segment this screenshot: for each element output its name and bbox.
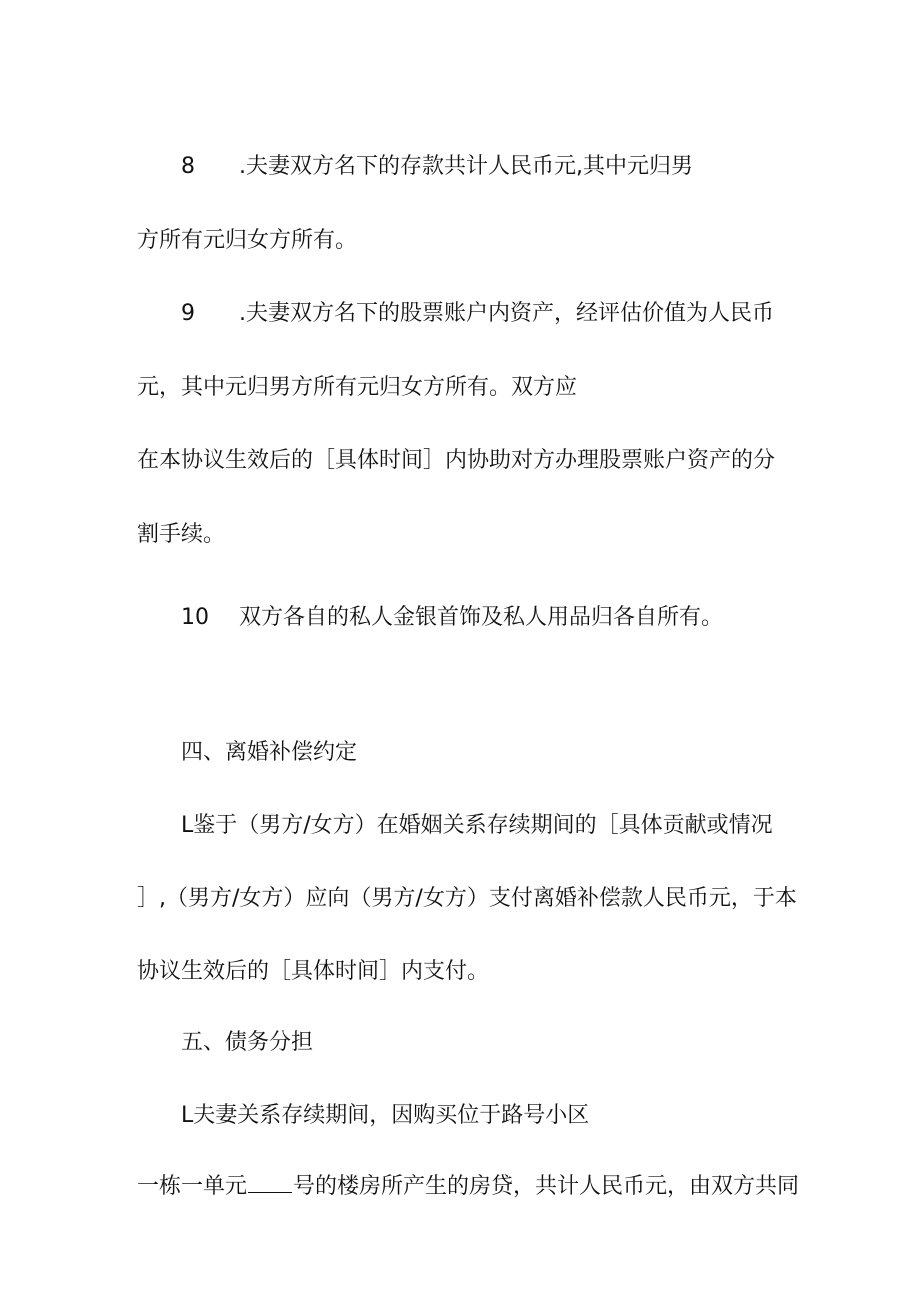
section-5-heading: 五、债务分担: [181, 1030, 314, 1055]
item-9: [181, 299, 774, 329]
text-segment: 号的楼房所产生的房贷，共计人民币元，由双方共同: [293, 1174, 800, 1199]
item-number: 10: [181, 605, 209, 630]
item-text: 双方各自的私人金银首饰及私人用品归各自所有。: [239, 605, 724, 630]
section-4-paragraph-line-3: 协议生效后的［具体时间］内支付。: [137, 959, 490, 984]
section-4-heading: 四、离婚补偿约定: [181, 740, 358, 765]
fill-in-blank: [248, 1172, 292, 1193]
item-8: [181, 152, 693, 182]
section-4-paragraph-line-2: ］,（男方/女方）应向（男方/女方）支付离婚补偿款人民币元，于本: [137, 886, 797, 911]
text-segment: 一栋一单元: [137, 1174, 248, 1199]
item-number: 9: [181, 301, 195, 326]
item-text: .夫妻双方名下的存款共计人民币元,其中元归男: [239, 154, 693, 179]
item-9-line-4: 割手续。: [137, 522, 226, 547]
item-9-line-3: 在本协议生效后的［具体时间］内协助对方办理股票账户资产的分: [137, 448, 776, 473]
section-5-paragraph-line-1: L夫妻关系存续期间，因购买位于路号小区: [181, 1103, 590, 1128]
item-number: 8: [181, 154, 195, 179]
section-4-paragraph-line-1: L鉴于（男方/女方）在婚姻关系存续期间的［具体贡献或情况: [181, 813, 773, 838]
section-5-paragraph-line-2: [137, 1172, 799, 1202]
item-text: .夫妻双方名下的股票账户内资产，经评估价值为人民币: [239, 301, 774, 326]
item-9-line-2: 元，其中元归男方所有元归女方所有。双方应: [137, 375, 578, 400]
item-10: [181, 603, 723, 633]
item-8-continuation: 方所有元归女方所有。: [137, 228, 358, 253]
